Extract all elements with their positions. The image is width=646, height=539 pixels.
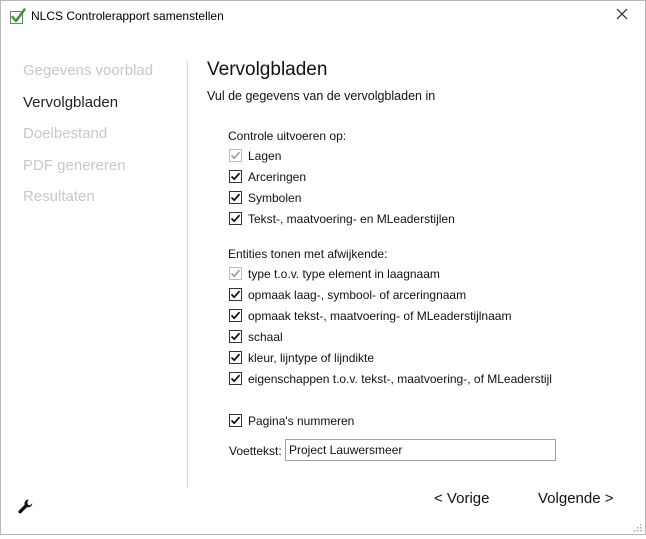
checkbox-box[interactable] <box>229 170 242 183</box>
wizard-steps <box>23 61 183 219</box>
checkbox-label: opmaak laag-, symbool- of arceringnaam <box>248 287 467 302</box>
checkbox-lagen[interactable] <box>229 147 281 164</box>
checkbox-label: Arceringen <box>248 169 307 184</box>
checks-group-label: Controle uitvoeren op: <box>228 129 347 143</box>
checkbox-label: opmaak tekst-, maatvoering- of MLeaderstijlnaam <box>248 308 512 323</box>
checkbox-pagina-nummeren[interactable] <box>229 412 354 429</box>
footer-text-label: Voettekst: <box>229 444 282 458</box>
checkbox-label: Symbolen <box>248 190 302 205</box>
checkbox-symbolen[interactable] <box>229 189 301 206</box>
checkbox-opmaak-tekst[interactable] <box>229 307 511 324</box>
checkbox-opmaak-laag[interactable] <box>229 286 466 303</box>
checkbox-eigenschappen[interactable] <box>229 370 552 387</box>
entities-group-label: Entities tonen met afwijkende: <box>228 247 388 261</box>
page-subtitle: Vul de gegevens van de vervolgbladen in <box>207 89 436 103</box>
step-gegevens-voorblad: Gegevens voorblad <box>23 62 154 79</box>
footer-text-input[interactable] <box>285 439 556 461</box>
checkbox-arceringen[interactable] <box>229 168 306 185</box>
steps-divider <box>187 61 188 487</box>
checkbox-tekst-stijlen[interactable] <box>229 210 455 227</box>
back-button[interactable]: < Vorige <box>434 490 490 507</box>
step-pdf-genereren: PDF genereren <box>23 156 126 174</box>
step-resultaten: Resultaten <box>23 188 95 205</box>
step-doelbestand: Doelbestand <box>23 125 108 142</box>
checkbox-box[interactable] <box>229 267 242 280</box>
checkbox-type-element[interactable] <box>229 265 440 282</box>
checkbox-box[interactable] <box>229 191 242 204</box>
checkbox-label: eigenschappen t.o.v. tekst-, maatvoering-, of MLeaderstijl <box>248 371 552 386</box>
checkbox-kleur[interactable] <box>229 349 374 366</box>
checkbox-label: type t.o.v. type element in laagnaam <box>248 266 440 281</box>
checkbox-box[interactable] <box>229 414 242 427</box>
close-button[interactable] <box>599 1 645 31</box>
checkbox-box[interactable] <box>229 351 242 364</box>
checkbox-box[interactable] <box>229 330 242 343</box>
step-vervolgbladen: Vervolgbladen <box>23 93 119 111</box>
checkbox-schaal[interactable] <box>229 328 283 345</box>
resize-grip-icon[interactable] <box>632 521 642 531</box>
checkmark-app-icon <box>10 8 26 24</box>
checkbox-box[interactable] <box>229 149 242 162</box>
close-icon <box>616 7 628 25</box>
wrench-icon[interactable] <box>17 498 35 516</box>
checkbox-box[interactable] <box>229 309 242 322</box>
next-button[interactable]: Volgende > <box>538 490 614 507</box>
window-title: NLCS Controlerapport samenstellen <box>31 9 224 23</box>
title-bar[interactable] <box>1 1 645 32</box>
checkbox-label: Pagina's nummeren <box>248 413 355 428</box>
checkbox-box[interactable] <box>229 288 242 301</box>
checkbox-box[interactable] <box>229 372 242 385</box>
checkbox-box[interactable] <box>229 212 242 225</box>
checkbox-label: kleur, lijntype of lijndikte <box>248 350 375 365</box>
checkbox-label: Tekst-, maatvoering- en MLeaderstijlen <box>248 211 455 226</box>
checkbox-label: schaal <box>248 329 283 344</box>
checkbox-label: Lagen <box>248 148 282 163</box>
page-title: Vervolgbladen <box>207 59 328 80</box>
